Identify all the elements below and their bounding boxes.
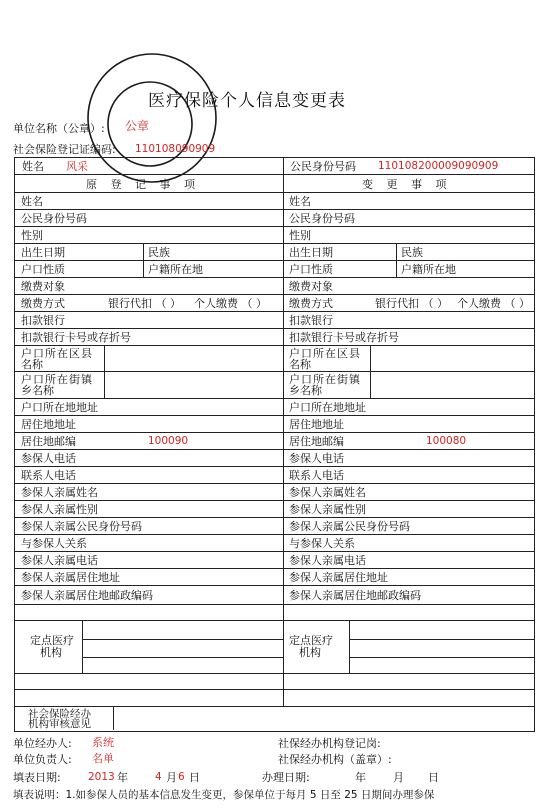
right-relation-label: 与参保人关系: [289, 537, 355, 550]
left-hukou-type-label: 户口性质: [21, 263, 65, 276]
right-rel-addr-label: 参保人亲属居住地址: [289, 571, 388, 584]
left-gender-label: 性别: [21, 229, 43, 242]
left-live-addr-label: 居住地地址: [21, 418, 76, 431]
process-month-unit: 月: [393, 771, 404, 784]
handler-value: 系统: [92, 736, 114, 749]
left-id-label: 公民身份号码: [21, 212, 87, 225]
agency-reg-label: 社保经办机构登记岗:: [278, 737, 381, 750]
left-name-label: 姓名: [21, 195, 43, 208]
header-original: 原 登 记 事 项: [86, 178, 200, 191]
right-hukou-type-label: 户口性质: [289, 263, 333, 276]
right-hukou-addr-label: 户口所在地地址: [289, 401, 366, 414]
fill-year-unit: 年: [117, 771, 128, 784]
left-pay-method-label: 缴费方式: [21, 297, 65, 310]
right-pay-method-label: 缴费方式: [289, 297, 333, 310]
fill-month-unit: 月: [166, 771, 177, 784]
right-rel-gender-label: 参保人亲属性别: [289, 503, 366, 516]
left-phone-label: 参保人电话: [21, 452, 76, 465]
review-label-2: 机构审核意见: [28, 718, 91, 730]
left-hospital-label-2: 机构: [40, 646, 62, 659]
unit-name-label: 单位名称（公章）:: [13, 122, 105, 135]
left-deduct-bank-label: 扣款银行: [21, 314, 65, 327]
left-rel-gender-label: 参保人亲属性别: [21, 503, 98, 516]
top-id-label: 公民身份号码: [290, 160, 356, 173]
right-live-zip-label: 居住地邮编: [289, 435, 344, 448]
right-hukou-county-label-1: 户口所在区县: [289, 347, 361, 360]
left-birth-label: 出生日期: [21, 246, 65, 259]
left-pay-object-label: 缴费对象: [21, 280, 65, 293]
seal-text: 公章: [125, 119, 150, 133]
left-hukou-street-label-2: 乡名称: [21, 384, 54, 397]
left-ethnicity-label: 民族: [148, 246, 170, 259]
right-gender-label: 性别: [289, 229, 311, 242]
fill-year: 2013: [88, 771, 115, 783]
right-ethnicity-label: 民族: [401, 246, 423, 259]
left-hukou-addr-label: 户口所在地地址: [21, 401, 98, 414]
right-birth-label: 出生日期: [289, 246, 333, 259]
top-name-label: 姓名: [22, 160, 44, 173]
right-phone-label: 参保人电话: [289, 452, 344, 465]
manager-value: 名单: [92, 752, 114, 765]
agency-label: 社保经办机构（盖章）:: [278, 753, 392, 766]
review-label-1: 社会保险经办: [28, 708, 91, 720]
right-contact-phone-label: 联系人电话: [289, 469, 344, 482]
process-year-unit: 年: [355, 771, 366, 784]
ss-code-label: 社会保险登记证编码:: [13, 143, 116, 156]
right-bank-account-label: 扣款银行卡号或存折号: [289, 331, 399, 344]
right-rel-name-label: 参保人亲属姓名: [289, 486, 366, 499]
right-hospital-label-1: 定点医疗: [289, 634, 333, 647]
left-contact-phone-label: 联系人电话: [21, 469, 76, 482]
left-hukou-county-label-2: 名称: [21, 358, 43, 371]
right-hukou-place-label: 户籍所在地: [401, 263, 456, 276]
left-live-zip-value: 100090: [148, 435, 189, 447]
fill-instructions: 填表说明：1.如参保人员的基本信息发生变更，参保单位于每月 5 日至 25 日期间办理参保: [13, 789, 435, 801]
left-live-zip-label: 居住地邮编: [21, 435, 76, 448]
ss-code-value: 110108090909: [135, 143, 216, 155]
handler-label: 单位经办人:: [13, 737, 72, 750]
right-name-label: 姓名: [289, 195, 311, 208]
left-hukou-place-label: 户籍所在地: [148, 263, 203, 276]
left-rel-addr-label: 参保人亲属居住地址: [21, 571, 120, 584]
left-rel-phone-label: 参保人亲属电话: [21, 554, 98, 567]
right-live-addr-label: 居住地地址: [289, 418, 344, 431]
left-self-pay-option: 个人缴费 （ ）: [194, 297, 267, 310]
page-title: 医疗保险个人信息变更表: [148, 91, 346, 111]
fill-date-label: 填表日期:: [13, 771, 61, 784]
left-hukou-county-label-1: 户口所在区县: [21, 347, 93, 360]
left-relation-label: 与参保人关系: [21, 537, 87, 550]
top-id-value: 110108200009090909: [378, 160, 499, 172]
right-rel-phone-label: 参保人亲属电话: [289, 554, 366, 567]
left-hospital-label-1: 定点医疗: [30, 634, 74, 647]
right-bank-agent-option: 银行代扣 （ ）: [375, 297, 448, 310]
left-rel-id-label: 参保人亲属公民身份号码: [21, 520, 142, 533]
right-hospital-label-2: 机构: [299, 646, 321, 659]
right-id-label: 公民身份号码: [289, 212, 355, 225]
process-date-label: 办理日期:: [262, 771, 310, 784]
fill-month: 4: [155, 771, 162, 783]
left-rel-zip-label: 参保人亲属居住地邮政编码: [21, 589, 153, 602]
right-rel-zip-label: 参保人亲属居住地邮政编码: [289, 589, 421, 602]
right-hukou-street-label-1: 户口所在街镇: [289, 373, 361, 386]
fill-day: 6: [178, 771, 185, 783]
header-change: 变 更 事 项: [362, 178, 452, 191]
right-deduct-bank-label: 扣款银行: [289, 314, 333, 327]
top-name-value: 风采: [66, 160, 88, 173]
fill-day-unit: 日: [189, 771, 200, 784]
right-live-zip-value: 100080: [426, 435, 467, 447]
left-bank-agent-option: 银行代扣 （ ）: [108, 297, 181, 310]
left-hukou-street-label-1: 户口所在街镇: [21, 373, 93, 386]
left-bank-account-label: 扣款银行卡号或存折号: [21, 331, 131, 344]
right-rel-id-label: 参保人亲属公民身份号码: [289, 520, 410, 533]
right-self-pay-option: 个人缴费 （ ）: [457, 297, 530, 310]
right-hukou-street-label-2: 乡名称: [289, 384, 322, 397]
manager-label: 单位负责人:: [13, 753, 72, 766]
right-pay-object-label: 缴费对象: [289, 280, 333, 293]
right-hukou-county-label-2: 名称: [289, 358, 311, 371]
left-rel-name-label: 参保人亲属姓名: [21, 486, 98, 499]
process-day-unit: 日: [428, 771, 439, 784]
